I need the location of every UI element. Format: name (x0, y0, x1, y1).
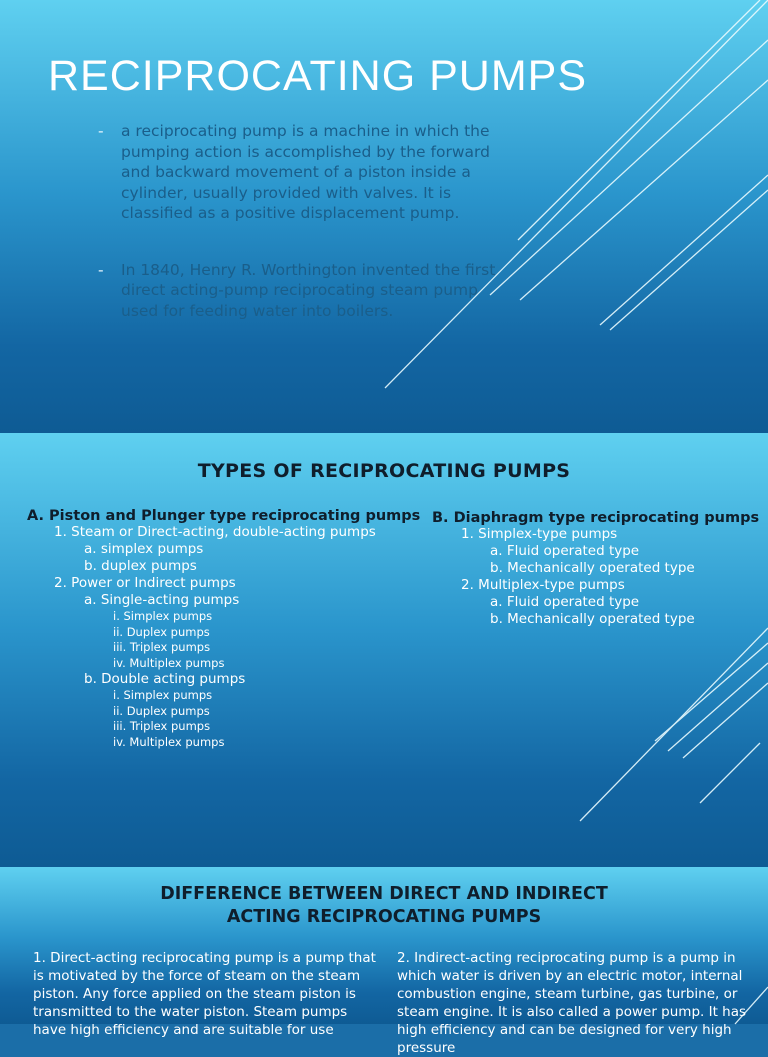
indirect-acting-paragraph: 2. Indirect-acting reciprocating pump is a pump in which water is driven by an electric motor, internal combustion engine, steam turbine, gas turbine, or steam engine. It is also called a power pump. It has high efficiency and can be designed for very high pressure (397, 950, 747, 1056)
slide-title: TYPES OF RECIPROCATING PUMPS (197, 460, 571, 482)
list-item: 2. Multiplex-type pumps (461, 577, 625, 593)
bullet-text: a reciprocating pump is a machine in which the pumping action is accomplished by the forward and backward movement of a piston inside a cylinder, usually provided with valves. It is classified as a positive displacement pump. (121, 122, 490, 222)
list-item: a. simplex pumps (84, 541, 204, 557)
slide-types-of-pumps (0, 433, 768, 867)
list-item: a. Single-acting pumps (84, 592, 240, 608)
slide-title: RECIPROCATING PUMPS (48, 52, 588, 100)
bullet-marker: - (98, 260, 104, 279)
list-item: a. Fluid operated type (490, 594, 640, 610)
column-heading: A. Piston and Plunger type reciprocating pumps (27, 508, 421, 524)
list-item: ii. Duplex pumps (113, 703, 210, 718)
list-item: b. Mechanically operated type (490, 560, 695, 576)
slide-reciprocating-pumps (0, 0, 768, 433)
slide-title (0, 883, 768, 929)
list-item: b. Mechanically operated type (490, 611, 695, 627)
bullet-list (98, 121, 498, 357)
title-line: DIFFERENCE BETWEEN DIRECT AND INDIRECT (160, 884, 608, 904)
list-item: iv. Multiplex pumps (113, 734, 225, 749)
list-item: b. duplex pumps (84, 558, 197, 574)
list-item: i. Simplex pumps (113, 688, 213, 702)
list-item: 1. Steam or Direct-acting, double-acting pumps (54, 524, 376, 540)
title-line: ACTING RECIPROCATING PUMPS (226, 907, 542, 927)
diaphragm-column (432, 510, 759, 628)
list-item: iii. Triplex pumps (113, 719, 211, 733)
list-item: b. Double acting pumps (84, 671, 246, 687)
list-item: iii. Triplex pumps (113, 640, 211, 654)
direct-acting-paragraph: 1. Direct-acting reciprocating pump is a pump that is motivated by the force of steam on the steam piston. Any force applied on the steam piston is transmitted to the water piston. Steam pumps have high efficiency and are suitable for use (33, 950, 376, 1038)
list-item: a. Fluid operated type (490, 543, 640, 559)
list-item: ii. Duplex pumps (113, 624, 210, 639)
bullet-item (98, 121, 498, 224)
list-item: 1. Simplex-type pumps (461, 526, 618, 542)
slide-direct-vs-indirect (0, 867, 768, 1056)
list-item: i. Simplex pumps (113, 609, 213, 623)
bullet-text: In 1840, Henry R. Worthington invented the first direct acting-pump reciprocating steam pump used for feeding water into boilers. (121, 260, 496, 320)
bullet-item (98, 260, 498, 322)
list-item: 2. Power or Indirect pumps (54, 575, 236, 591)
column-heading: B. Diaphragm type reciprocating pumps (432, 510, 760, 526)
bullet-marker: - (98, 122, 104, 140)
piston-plunger-column (27, 508, 420, 750)
list-item: iv. Multiplex pumps (113, 655, 225, 670)
